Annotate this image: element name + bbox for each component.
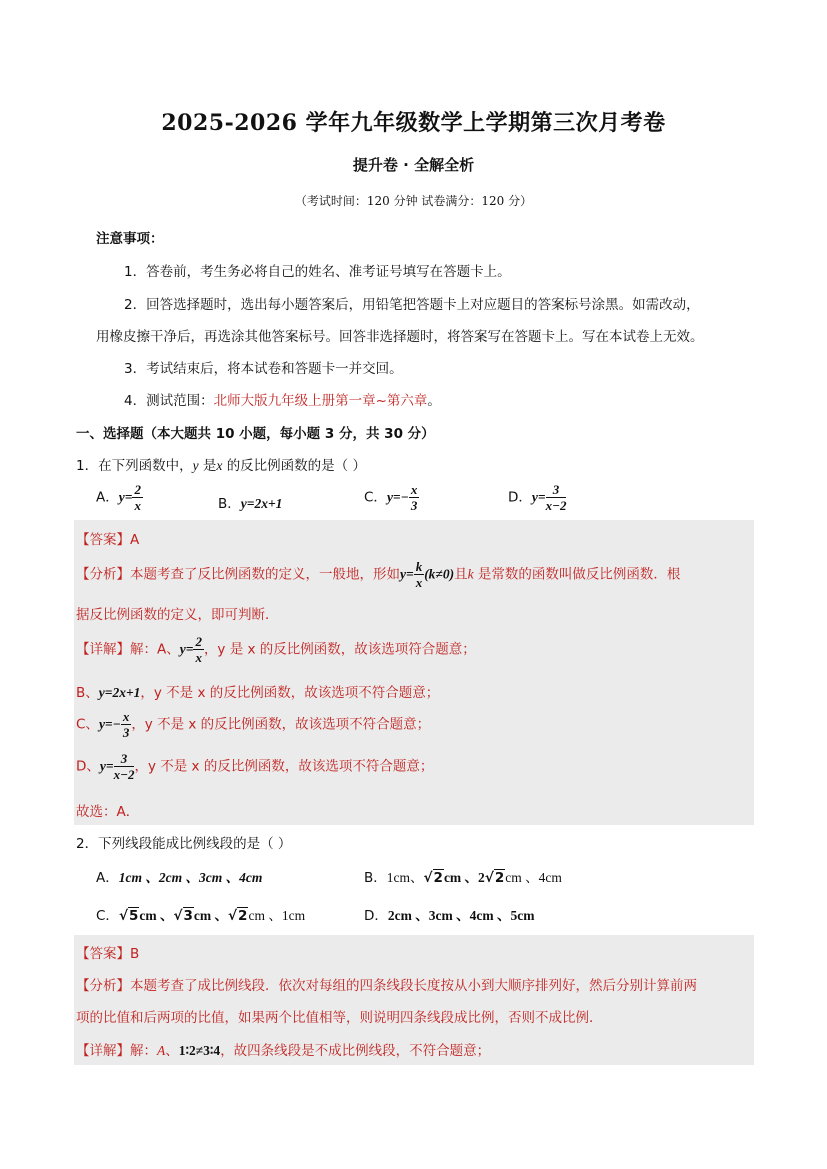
q1-answer (76, 528, 139, 548)
sqrt-radicand: 2 (494, 870, 505, 886)
sqrt-radicand: 2 (238, 908, 248, 924)
detail-d-text: ，y 不是 x 的反比例函数，故该选项不符合题意； (134, 758, 434, 775)
scope-value: 北师大版九年级上册第一章~第六章 (213, 393, 428, 409)
analysis-label: 【分析】 (76, 978, 130, 994)
q2-option-c-part6: cm 、1cm (248, 908, 306, 923)
q1-option-d-lhs: y= (531, 489, 546, 505)
q2-option-a (96, 866, 262, 886)
answer-value: B (130, 946, 140, 962)
sqrt-symbol: √2 (228, 908, 248, 924)
q2-stem: 2．下列线段能成比例线段的是（ ） (76, 836, 292, 852)
q2-option-c (96, 904, 305, 924)
q1-option-c (364, 483, 419, 512)
q1-detail-b (76, 681, 439, 701)
q1-detail-c (76, 710, 430, 739)
q2-detail (76, 1039, 490, 1059)
detail-d-prefix: D、 (76, 758, 100, 775)
detail-c-lhs: y=− (98, 716, 121, 732)
q2-analysis-line-1 (76, 974, 697, 994)
answer-label: 【答案】 (76, 946, 130, 962)
detail-a-text: ，y 是 x 的反比例函数，故该选项符合题意； (203, 641, 476, 658)
q1-conclusion: 故选：A． (76, 804, 140, 820)
analysis-label: 【分析】 (76, 566, 130, 583)
q2-option-b-label: B． (364, 870, 387, 886)
sqrt-symbol: √2 (484, 870, 505, 886)
q1-analysis-line-2: 据反比例函数的定义，即可判断． (76, 607, 279, 623)
q1-stem (76, 454, 366, 474)
q1-option-b-math: y=2x+1 (240, 496, 283, 511)
q1-stem-b: 是 (202, 458, 217, 474)
detail-d-frac (114, 752, 135, 781)
analysis-var-k: k (467, 566, 474, 582)
q1-option-c-label: C． (364, 489, 387, 506)
frac-num: 3 (114, 752, 135, 767)
frac-den: 3 (410, 498, 418, 513)
analysis-text-1: 本题考查了成比例线段．依次对每组的四条线段长度按从小到大顺序排列好，然后分别计算前两 (130, 978, 697, 994)
notice-heading: 注意事项： (96, 231, 164, 247)
q1-option-b (218, 492, 282, 512)
scope-suffix: 。 (427, 393, 441, 409)
detail-label: 【详解】 (76, 641, 130, 658)
frac-den: x−2 (545, 498, 567, 513)
frac-num: x (122, 709, 130, 724)
q2-option-b (364, 866, 562, 886)
detail-prefix: 解： (130, 1043, 157, 1059)
frac-den: x (415, 575, 423, 590)
detail-c-text: ，y 不是 x 的反比例函数，故该选项不符合题意； (131, 716, 431, 733)
q2-option-c-part2: cm 、 (139, 908, 174, 923)
q1-option-a-label: A． (96, 489, 119, 506)
detail-var: A (157, 1043, 166, 1058)
analysis-formula-lhs: y= (400, 566, 414, 582)
q2-analysis-line-2: 项的比值和后两项的比值，如果两个比值相等，则说明四条线段成比例，否则不成比例． (76, 1010, 603, 1026)
q1-option-d-frac (546, 483, 567, 512)
page-title: 2025-2026 学年九年级数学上学期第三次月考卷 (161, 110, 666, 136)
notice-item-3: 3．考试结束后，将本试卷和答题卡一并交回。 (124, 361, 403, 377)
q1-analysis-line-1 (76, 560, 680, 589)
frac-den: 3 (122, 725, 130, 740)
detail-sep: 、 (165, 1043, 179, 1059)
q1-option-b-label: B． (218, 496, 241, 512)
detail-math: 1∶2≠3∶4 (178, 1043, 221, 1058)
detail-a-prefix: 解：A、 (130, 641, 180, 658)
q1-option-a-frac (132, 483, 143, 512)
sqrt-symbol: √5 (118, 908, 139, 924)
q1-option-a-lhs: y= (118, 489, 133, 505)
frac-num: k (415, 559, 423, 574)
detail-b-text: ，y 不是 x 的反比例函数，故该选项不符合题意； (140, 685, 440, 701)
frac-num: 2 (134, 482, 141, 497)
notice-item-2-cont: 用橡皮擦干净后，再选涂其他答案标号。回答非选择题时，将答案写在答题卡上。写在本试卷上无效。 (96, 329, 704, 345)
q1-detail-d (76, 752, 433, 781)
detail-c-prefix: C、 (76, 716, 99, 733)
q2-option-b-part1: 1cm、 (386, 870, 424, 885)
q1-detail-a (76, 635, 476, 664)
frac-den: x (195, 650, 202, 665)
q2-option-d-text: 2cm 、3cm 、4cm 、5cm (387, 908, 535, 923)
q2-option-d-label: D． (364, 908, 388, 924)
sqrt-radicand: 3 (183, 908, 193, 924)
q2-option-d (364, 904, 534, 924)
frac-num: 2 (195, 634, 202, 649)
q2-answer (76, 942, 139, 962)
q2-option-c-label: C． (96, 908, 119, 924)
q2-option-a-text: 1cm 、2cm 、3cm 、4cm (118, 870, 263, 885)
sqrt-radicand: 5 (128, 908, 139, 924)
frac-den: x (134, 498, 141, 513)
q1-stem-a: 1．在下列函数中， (76, 458, 193, 474)
frac-den: x−2 (113, 767, 135, 782)
exam-info: （考试时间：120 分钟 试卷满分：120 分） (294, 194, 533, 208)
analysis-text-b: 且 (454, 566, 468, 583)
detail-label: 【详解】 (76, 1043, 130, 1059)
analysis-formula-cond: (k≠0) (424, 566, 455, 582)
q1-var-y: y (192, 458, 199, 473)
frac-num: 3 (546, 483, 567, 498)
analysis-formula-frac (414, 560, 425, 589)
answer-value: A (130, 532, 140, 548)
analysis-text-a: 本题考查了反比例函数的定义，一般地，形如 (130, 566, 400, 583)
detail-a-lhs: y= (179, 641, 194, 657)
detail-c-frac (121, 710, 132, 739)
sqrt-symbol: √2 (423, 870, 443, 886)
sqrt-radicand: 2 (433, 870, 443, 886)
q2-option-b-part5: cm 、4cm (505, 870, 562, 885)
q2-option-c-part4: cm 、 (193, 908, 229, 923)
q1-option-d (508, 483, 566, 512)
sqrt-symbol: √3 (173, 908, 193, 924)
q2-option-b-part3: cm 、2 (443, 870, 485, 885)
q1-option-a (96, 483, 143, 512)
frac-num: x (410, 482, 418, 497)
q1-stem-c: 的反比例函数的是（ ） (226, 458, 366, 474)
notice-item-1: 1．答卷前，考生务必将自己的姓名、准考证号填写在答题卡上。 (124, 264, 511, 280)
notice-item-2: 2．回答选择题时，选出每小题答案后，用铅笔把答题卡上对应题目的答案标号涂黑。如需改动， (124, 297, 700, 313)
notice-item-4 (124, 389, 441, 409)
detail-d-lhs: y= (99, 758, 114, 774)
q2-option-a-label: A． (96, 870, 119, 886)
analysis-text-c: 是常数的函数叫做反比例函数．根 (477, 566, 681, 583)
q1-var-x: x (216, 458, 223, 473)
page-subtitle: 提升卷 · 全解全析 (352, 156, 475, 174)
answer-label: 【答案】 (76, 532, 130, 548)
scope-prefix: 4．测试范围： (124, 393, 214, 409)
detail-text: ，故四条线段是不成比例线段，不符合题意； (220, 1043, 491, 1059)
q1-option-d-label: D． (508, 489, 532, 506)
q1-option-c-frac (409, 483, 420, 512)
section-heading: 一、选择题（本大题共 10 小题，每小题 3 分，共 30 分） (76, 426, 435, 442)
q1-option-c-lhs: y=− (386, 489, 409, 505)
detail-b-math: y=2x+1 (98, 685, 141, 700)
detail-b-prefix: B、 (76, 685, 99, 701)
detail-a-frac (193, 635, 204, 664)
